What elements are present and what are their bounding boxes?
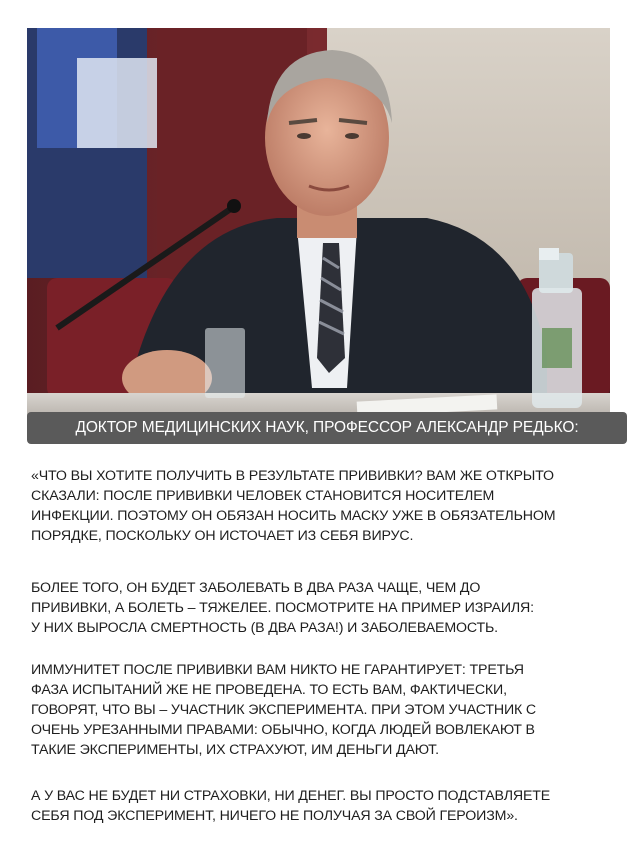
quote-paragraph-2 <box>31 578 616 638</box>
text-line: БОЛЕЕ ТОГО, ОН БУДЕТ ЗАБОЛЕВАТЬ В ДВА РАЗА ЧАЩЕ, ЧЕМ ДО <box>31 580 481 596</box>
text-line: ТАКИЕ ЭКСПЕРИМЕНТЫ, ИХ СТРАХУЮТ, ИМ ДЕНЬГИ ДАЮТ. <box>31 742 439 758</box>
text-line: ПРИВИВКИ, А БОЛЕТЬ – ТЯЖЕЛЕЕ. ПОСМОТРИТЕ НА ПРИМЕР ИЗРАИЛЯ: <box>31 600 534 616</box>
text-line: ОЧЕНЬ УРЕЗАННЫМИ ПРАВАМИ: ОБЫЧНО, КОГДА ЛЮДЕЙ ВОВЛЕКАЮТ В <box>31 722 535 738</box>
photo-caption <box>27 412 627 444</box>
quote-paragraph-4 <box>31 786 616 826</box>
text-line: СКАЗАЛИ: ПОСЛЕ ПРИВИВКИ ЧЕЛОВЕК СТАНОВИТСЯ НОСИТЕЛЕМ <box>31 488 495 504</box>
text-line: ПОРЯДКЕ, ПОСКОЛЬКУ ОН ИСТОЧАЕТ ИЗ СЕБЯ ВИРУС. <box>31 528 414 544</box>
text-line: СЕБЯ ПОД ЭКСПЕРИМЕНТ, НИЧЕГО НЕ ПОЛУЧАЯ ЗА СВОЙ ГЕРОИЗМ». <box>31 808 518 824</box>
speaker-photo <box>27 28 610 428</box>
text-line: У НИХ ВЫРОСЛА СМЕРТНОСТЬ (В ДВА РАЗА!) И ЗАБОЛЕВАЕМОСТЬ. <box>31 620 498 636</box>
text-line: ИММУНИТЕТ ПОСЛЕ ПРИВИВКИ ВАМ НИКТО НЕ ГАРАНТИРУЕТ: ТРЕТЬЯ <box>31 662 524 678</box>
text-line: ФАЗА ИСПЫТАНИЙ ЖЕ НЕ ПРОВЕДЕНА. ТО ЕСТЬ ВАМ, ФАКТИЧЕСКИ, <box>31 682 507 698</box>
text-line: ГОВОРЯТ, ЧТО ВЫ – УЧАСТНИК ЭКСПЕРИМЕНТА. ПРИ ЭТОМ УЧАСТНИК С <box>31 702 537 718</box>
caption-text: ДОКТОР МЕДИЦИНСКИХ НАУК, ПРОФЕССОР АЛЕКСАНДР РЕДЬКО: <box>75 419 579 436</box>
quote-paragraph-3 <box>31 660 616 760</box>
speaker-photo-illustration <box>27 28 610 428</box>
text-line: А У ВАС НЕ БУДЕТ НИ СТРАХОВКИ, НИ ДЕНЕГ. ВЫ ПРОСТО ПОДСТАВЛЯЕТЕ <box>31 788 551 804</box>
quote-paragraph-1 <box>31 466 616 546</box>
text-line: ИНФЕКЦИИ. ПОЭТОМУ ОН ОБЯЗАН НОСИТЬ МАСКУ УЖЕ В ОБЯЗАТЕЛЬНОМ <box>31 508 556 524</box>
text-line: «ЧТО ВЫ ХОТИТЕ ПОЛУЧИТЬ В РЕЗУЛЬТАТЕ ПРИВИВКИ? ВАМ ЖЕ ОТКРЫТО <box>31 468 554 484</box>
